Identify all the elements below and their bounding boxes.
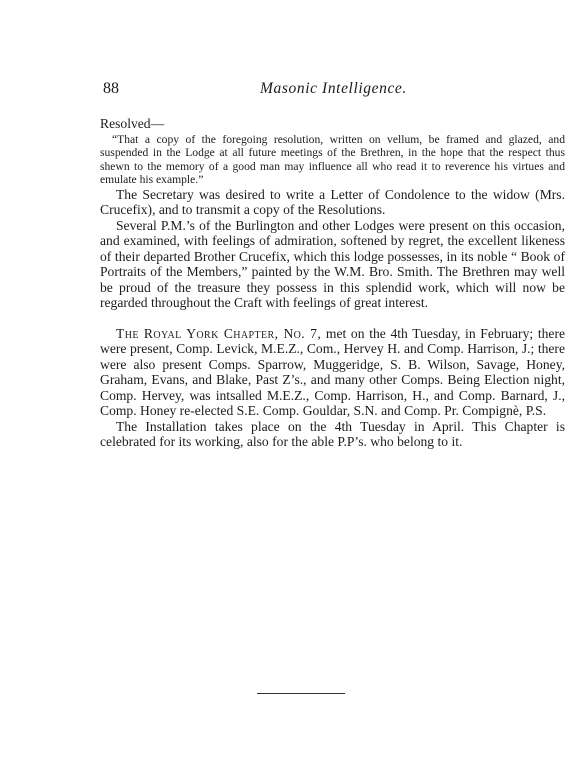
royal-york-heading: The Royal York Chapter, No. 7,: [116, 325, 322, 341]
royal-york-body: met on the 4th Tuesday, in February; there were present, Comp. Levick, M.E.Z., Com., Hervey H. and Comp. Harrison, J.; there were also present Comps. Sparrow, Muggeridge, S. B. Wilson, Savage, Honey, Graham, Evans, and Blake, Past Z’s., and many other Comps. Being Election night, Comp. Hervey, was intsalled M.E.Z., Comp. Harrison, H., and Comp. Barnard, J., Comp. Honey re-elected S.E. Comp. Gouldar, S.N. and Comp. Pr. Compignè, P.S.: [100, 325, 566, 419]
condolence-paragraph: The Secretary was desired to write a Letter of Condolence to the widow (Mrs. Crucefix), and to transmit a copy of the Resolutions.: [100, 186, 565, 218]
page-number: 88: [103, 80, 119, 97]
royal-york-paragraph: [100, 326, 565, 419]
resolution-quote: “That a copy of the foregoing resolution, written on vellum, be framed and glazed, and suspended in the Lodge at all future meetings of the Brethren, in the hope that the respect thus shewn to the memory of a good man may influence all who read it to reverence his virtues and emulate his example.”: [100, 132, 565, 187]
past-masters-paragraph: Several P.M.’s of the Burlington and other Lodges were present on this occasion, and examined, with feelings of admiration, softened by regret, the excellent likeness of their departed Brother Crucefix, which this lodge possesses, in its noble “ Book of Portraits of the Members,” painted by the W.M. Bro. Smith. The Brethren may well be proud of the treasure they possess in this splendid work, which will now be regarded throughout the Craft with feelings of great interest.: [100, 217, 565, 311]
section-divider-rule: [257, 693, 345, 694]
section-gap: [100, 311, 565, 326]
page-body: [100, 116, 565, 450]
running-title: Masonic Intelligence.: [260, 80, 407, 97]
installation-paragraph: The Installation takes place on the 4th Tuesday in April. This Chapter is celebrated for its working, also for the able P.P’s. who belong to it.: [100, 418, 565, 450]
resolved-label: Resolved—: [100, 116, 165, 131]
page-header: [103, 80, 515, 104]
